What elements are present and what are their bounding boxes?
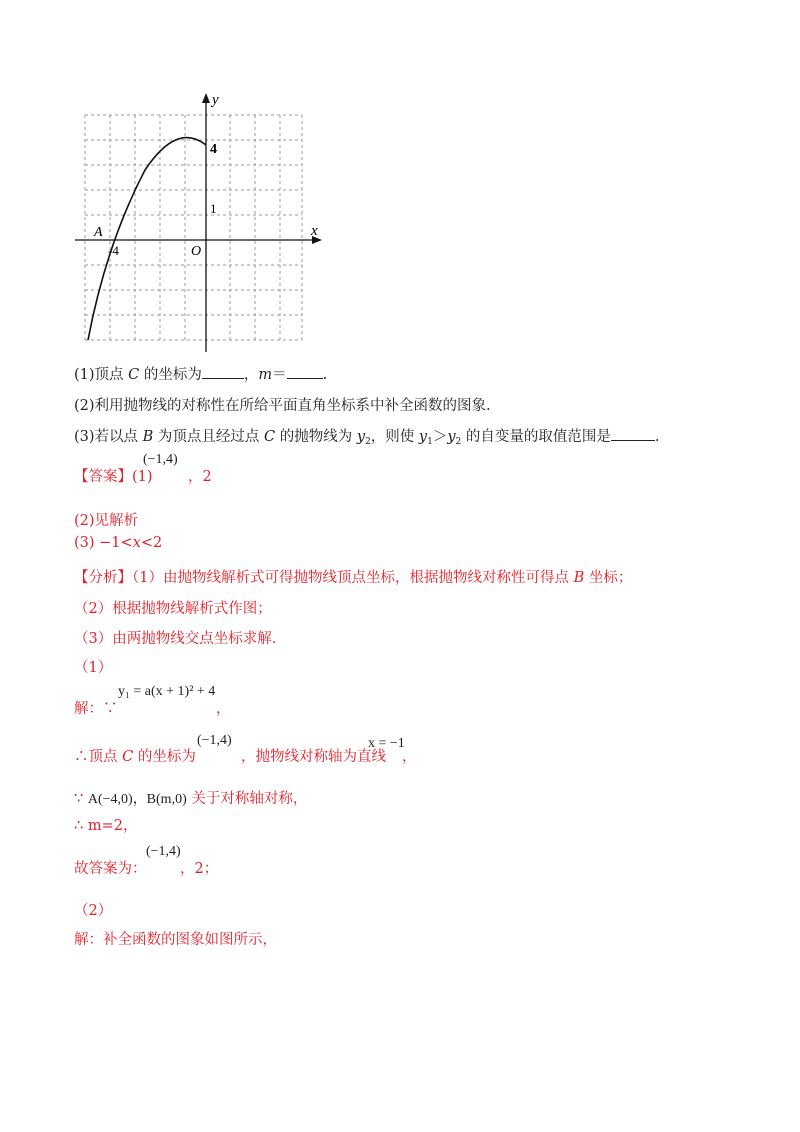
symmetry-axis-equation: x = −1 <box>368 736 405 751</box>
question-3: (3)若以点 B 为顶点且经过点 C 的抛物线为 $y_2$，则使 $y_1>y_2$ 的自变量的取值范围是 . <box>74 429 660 447</box>
question-2: (2)利用抛物线的对称性在所给平面直角坐标系中补全函数的图象. <box>74 398 491 414</box>
solution-part-2: （2） <box>74 903 113 919</box>
tick-label-1: 1 <box>210 201 217 216</box>
question-1: (1)顶点 C 的坐标为 ，m＝ . <box>74 367 328 383</box>
axes <box>75 100 315 352</box>
solution-part-1: （1） <box>74 660 113 676</box>
solution-because-1: 解：∵ <box>74 701 118 717</box>
answer-tail: ，2； <box>180 861 219 877</box>
parabola-curve <box>88 138 206 340</box>
point-a-label: A <box>94 225 103 240</box>
equation-y1: y₁ = a(x + 1)² + 4 <box>118 684 216 699</box>
answer-blank-3[interactable] <box>611 428 655 441</box>
parabola-graph <box>70 90 330 360</box>
answer-blank-1[interactable] <box>202 366 244 379</box>
answer-line-3: (3) −1<x<2 <box>74 535 163 551</box>
vertex-coordinate: (−1,4) <box>197 733 232 748</box>
answer-line-1: 【答案】(1) <box>74 469 153 485</box>
tick-label-neg4: -4 <box>108 243 119 258</box>
symmetry-axis-text: ，抛物线对称轴为直线 <box>241 749 386 765</box>
answer-coordinate-2: (−1,4) <box>146 844 181 859</box>
answer-line-2: (2)见解析 <box>74 513 139 529</box>
y-axis-arrow <box>202 93 210 103</box>
solution-vertex: ∴顶点 C 的坐标为 <box>74 749 196 765</box>
answer-value-2: ，2 <box>188 469 212 485</box>
x-axis-label: x <box>311 223 318 239</box>
tick-label-4: 4 <box>210 142 217 157</box>
solution-symmetry: ∵ A(−4,0)，B(m,0) 关于对称轴对称， <box>74 791 308 807</box>
solution-answer-text: 故答案为： <box>74 861 147 877</box>
comma-1: ， <box>216 701 231 717</box>
solution-m-value: ∴ m=2， <box>74 818 138 834</box>
y-axis-label: y <box>212 92 219 108</box>
answer-coordinate: (−1,4) <box>143 452 178 467</box>
grid <box>85 115 302 340</box>
solution-part-2-text: 解：补全函数的图象如图所示， <box>74 932 277 948</box>
analysis-line-1: 【分析】（1）由抛物线解析式可得抛物线顶点坐标，根据抛物线对称性可得点 B 坐标； <box>74 570 633 586</box>
answer-blank-2[interactable] <box>287 366 323 379</box>
comma-2: ， <box>402 749 417 765</box>
analysis-line-2: （2）根据抛物线解析式作图； <box>74 601 272 617</box>
analysis-line-3: （3）由两抛物线交点坐标求解. <box>74 631 277 647</box>
origin-label: O <box>191 244 202 259</box>
